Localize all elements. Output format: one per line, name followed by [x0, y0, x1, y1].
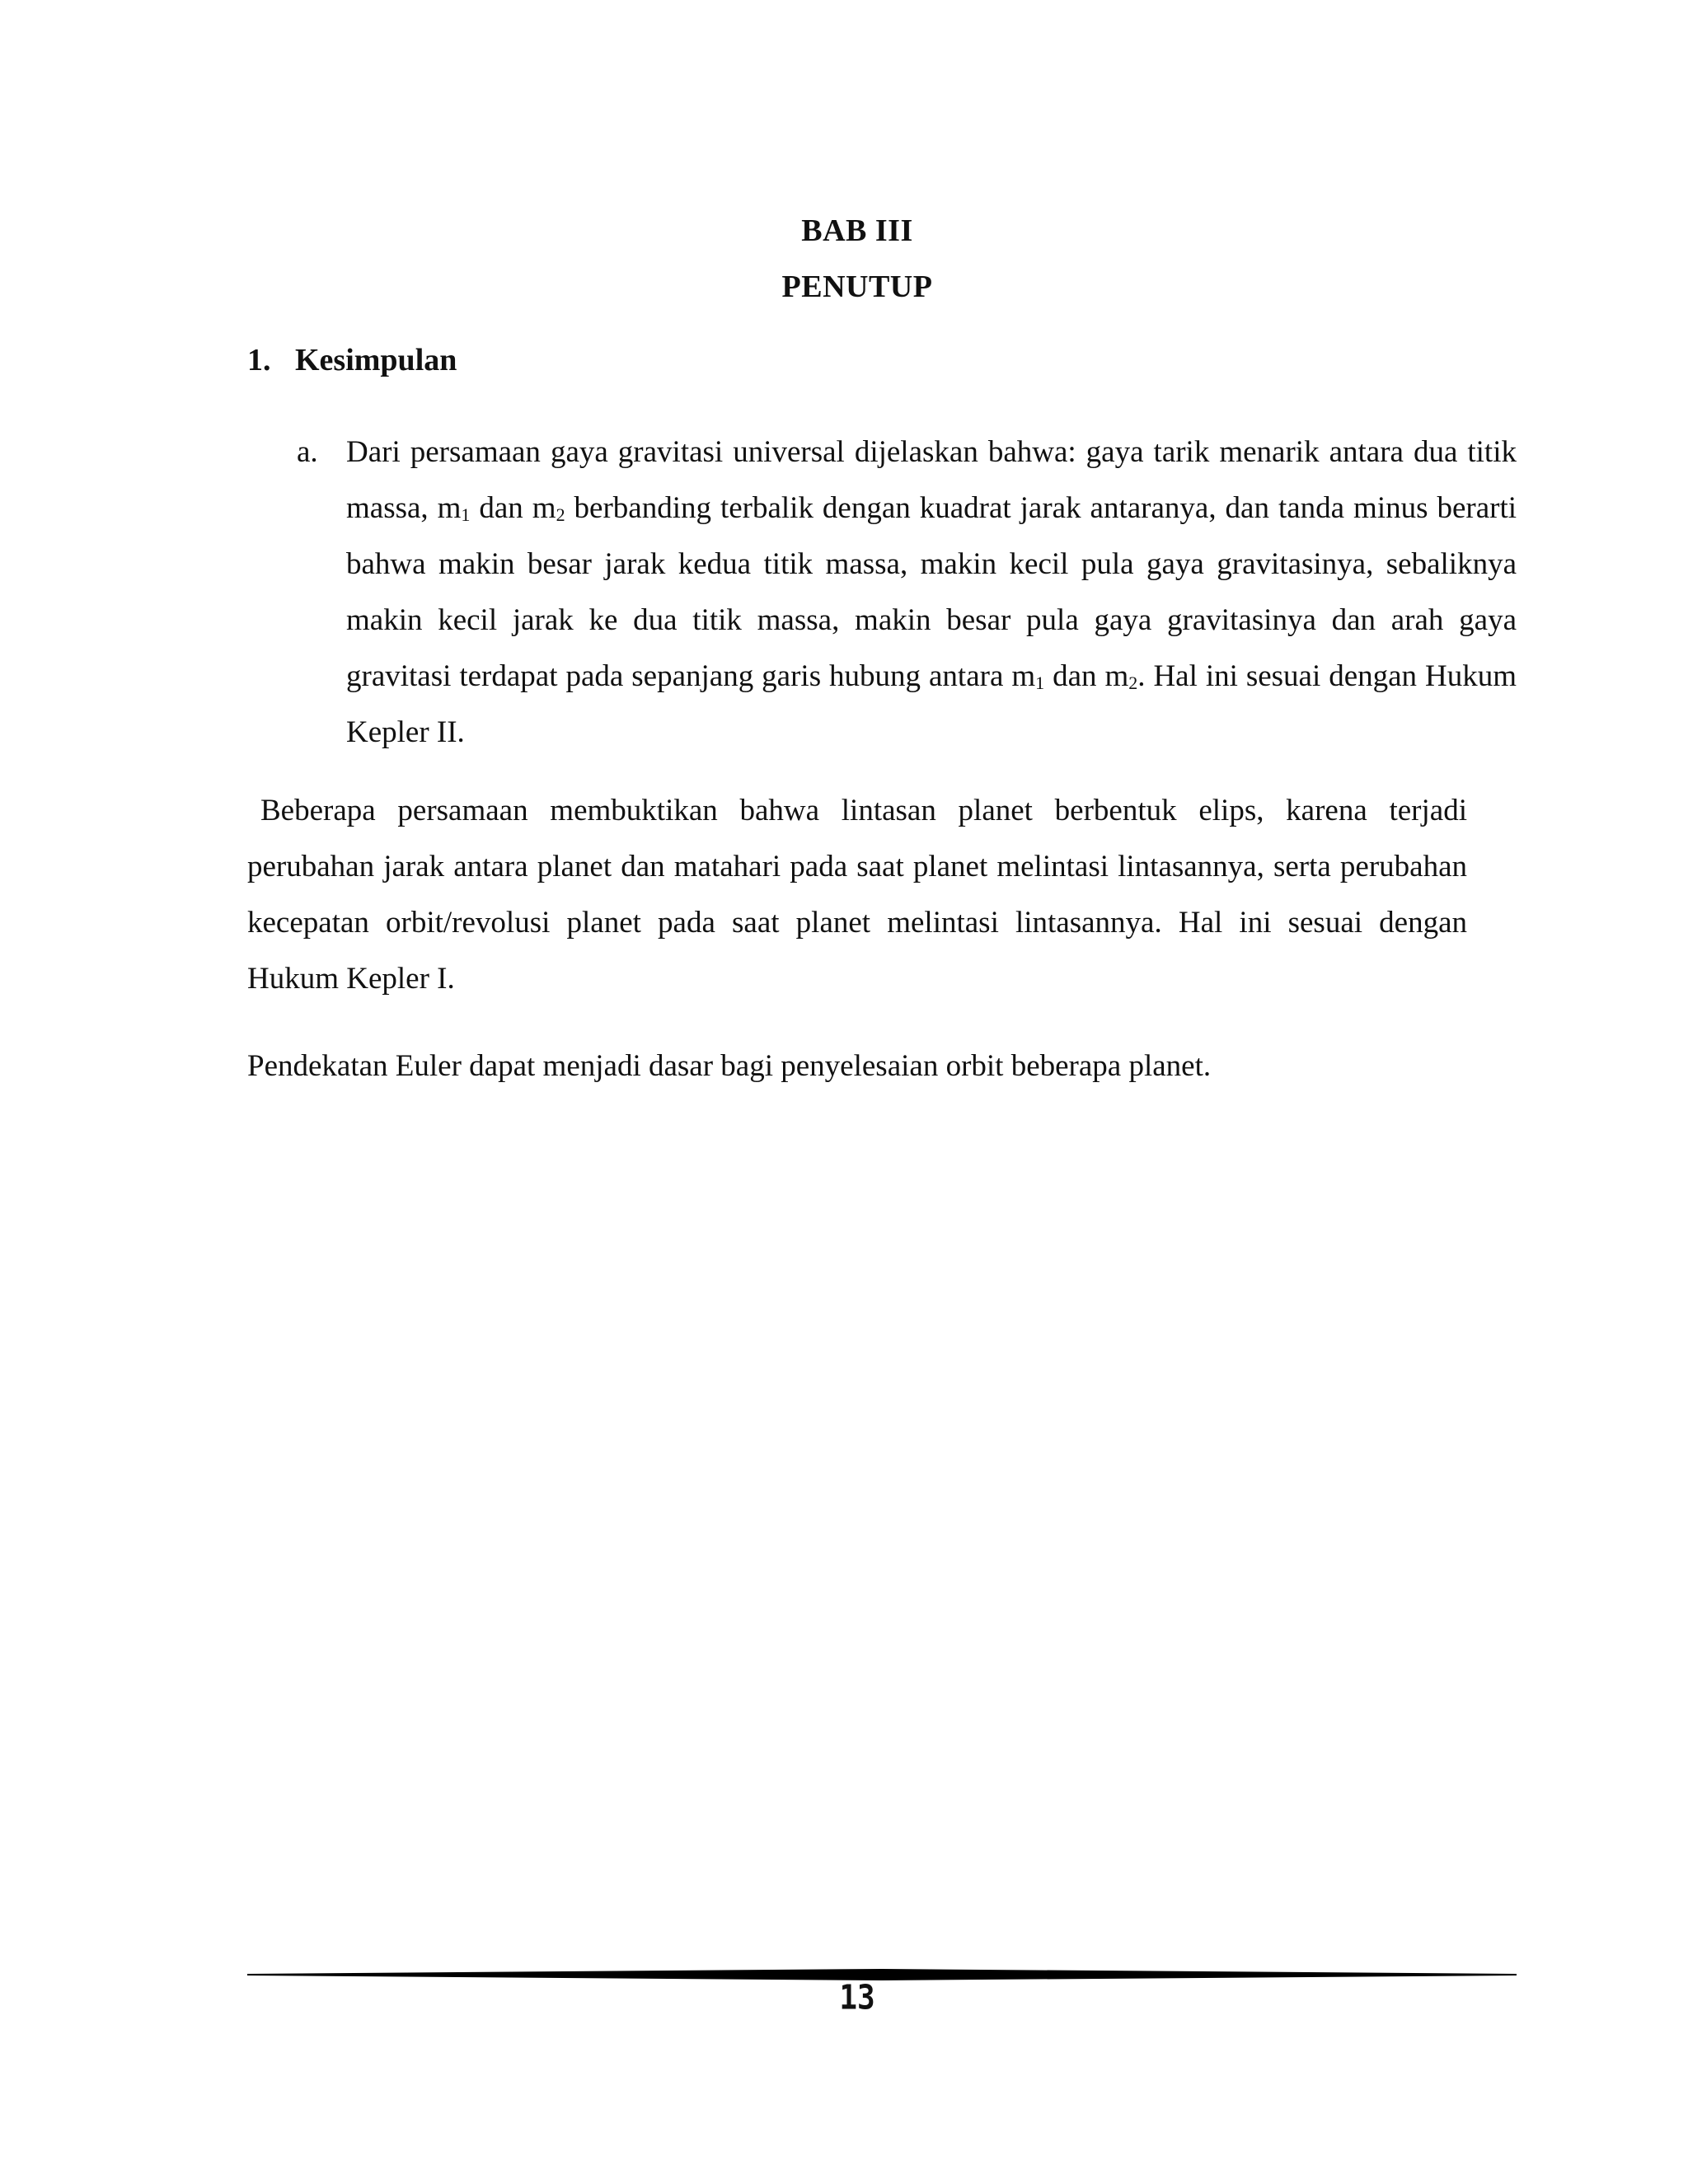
section-number: 1. [247, 343, 271, 377]
subscript-2: 2 [556, 504, 565, 525]
list-item-a [297, 424, 1517, 761]
list-marker: a. [297, 435, 318, 469]
chapter-title: PENUTUP [781, 269, 933, 304]
section-heading [247, 342, 457, 378]
item-text-part2: dan m [470, 491, 556, 525]
chapter-label: BAB III [801, 213, 913, 248]
item-text-part1: Dari persamaan gaya gravitasi universal dijelaskan bahwa: gaya tarik menarik antara dua titik massa, m [346, 435, 1517, 525]
subscript-3: 1 [1035, 673, 1045, 693]
section-title: Kesimpulan [295, 343, 457, 377]
subscript-4: 2 [1128, 673, 1138, 693]
item-text-part5: . Hal ini sesuai dengan Hukum Kepler II. [346, 659, 1517, 749]
paragraph-euler: Pendekatan Euler dapat menjadi dasar bagi penyelesaian orbit beberapa planet. [247, 1049, 1212, 1083]
item-text-part4: dan m [1044, 659, 1129, 693]
subscript-1: 1 [461, 504, 471, 525]
paragraph-kepler-1: Beberapa persamaan membuktikan bahwa lintasan planet berbentuk elips, karena terjadi perubahan jarak antara planet dan matahari pada saat planet melintasi lintasannya, serta perubahan kecepatan orbit/revolusi planet pada saat planet melintasi lintasannya. Hal ini sesuai dengan Hukum Kepler I. [247, 794, 1467, 996]
list-item-text [346, 424, 1517, 761]
page-number: 13 [839, 1978, 875, 2018]
item-text-part3: berbanding terbalik dengan kuadrat jarak antaranya, dan tanda minus berarti bahwa makin besar jarak kedua titik massa, makin kecil pula gaya gravitasinya, sebaliknya makin kecil jarak ke dua titik massa, makin besar pula gaya gravitasinya dan arah gaya gravitasi terdapat pada sepanjang garis hubung antara m [346, 491, 1517, 693]
